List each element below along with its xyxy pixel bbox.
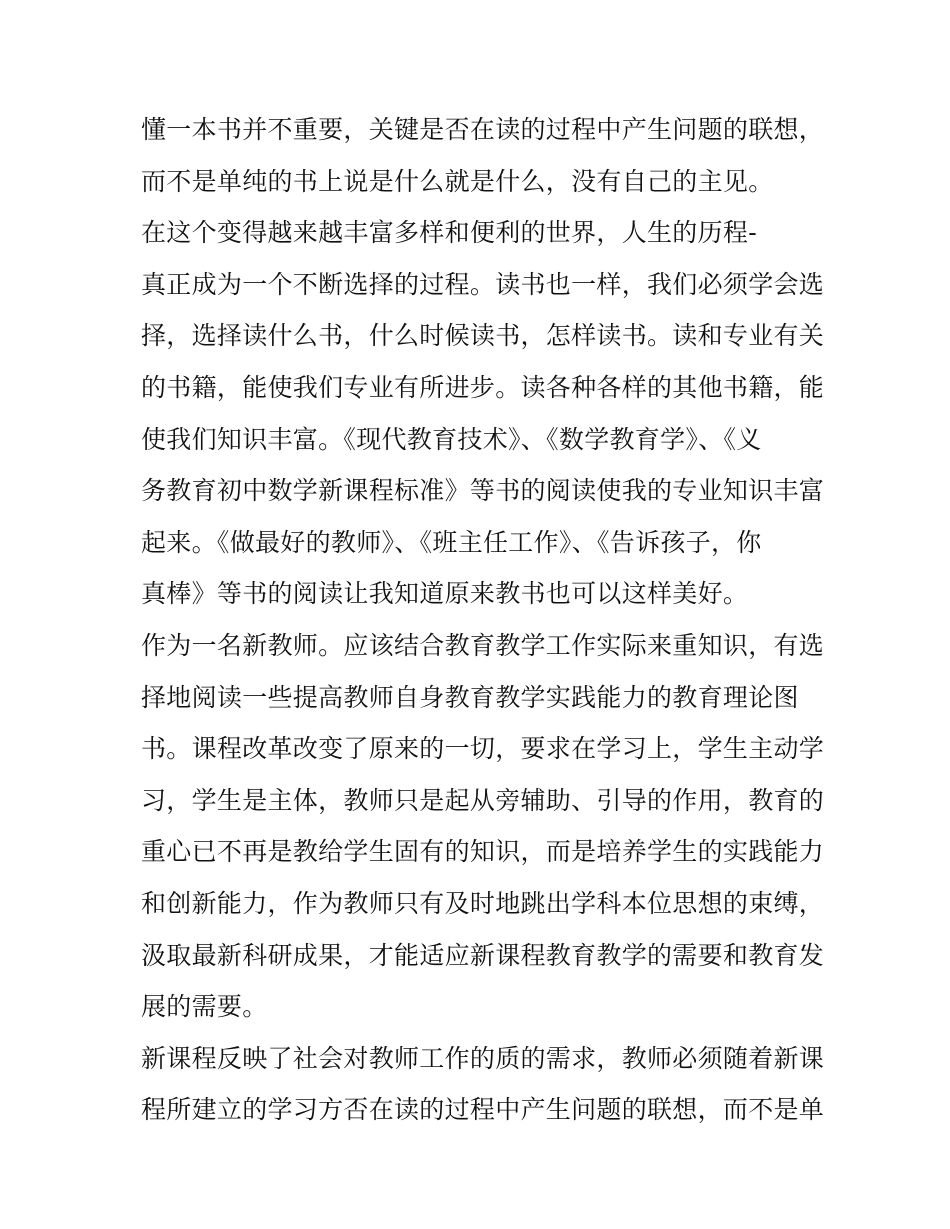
text-line: 而不是单纯的书上说是什么就是什么，没有自己的主见。 [141,166,774,196]
body-text [141,104,825,1136]
text-line: 程所建立的学习方否在读的过程中产生问题的联想，而不是单 [141,1095,825,1125]
text-line: 新课程反映了社会对教师工作的质的需求，教师必须随着新课 [141,1043,825,1073]
text-line: 起来。《做最好的教师》、《班主任工作》、《告诉孩子，你 [141,527,762,557]
text-line: 习，学生是主体，教师只是起从旁辅助、引导的作用，教育的 [141,785,825,815]
text-line: 在这个变得越来越丰富多样和便利的世界，人生的历程- [141,218,757,248]
text-line: 真棒》等书的阅读让我知道原来教书也可以这样美好。 [141,579,749,609]
text-line: 和创新能力，作为教师只有及时地跳出学科本位思想的束缚， [141,888,825,918]
text-line: 真正成为一个不断选择的过程。读书也一样，我们必须学会选 [141,269,825,299]
text-line: 懂一本书并不重要，关键是否在读的过程中产生问题的联想， [141,115,825,144]
text-line: 务教育初中数学新课程标准》等书的阅读使我的专业知识丰富 [141,476,825,506]
text-line: 汲取最新科研成果，才能适应新课程教育教学的需要和教育发 [141,940,825,970]
text-line: 作为一名新教师。应该结合教育教学工作实际来重知识，有选 [141,630,825,660]
text-line: 书。课程改革改变了原来的一切，要求在学习上，学生主动学 [141,734,825,764]
text-line: 择地阅读一些提高教师自身教育教学实践能力的教育理论图 [141,682,799,712]
text-line: 重心已不再是教给学生固有的知识，而是培养学生的实践能力 [141,837,825,867]
text-line: 展的需要。 [141,992,268,1022]
text-line: 使我们知识丰富。《现代教育技术》、《数学教育学》、《义 [141,424,762,454]
text-line: 的书籍，能使我们专业有所进步。读各种各样的其他书籍，能 [141,372,825,402]
text-line: 择，选择读什么书，什么时候读书，怎样读书。读和专业有关 [141,321,825,351]
